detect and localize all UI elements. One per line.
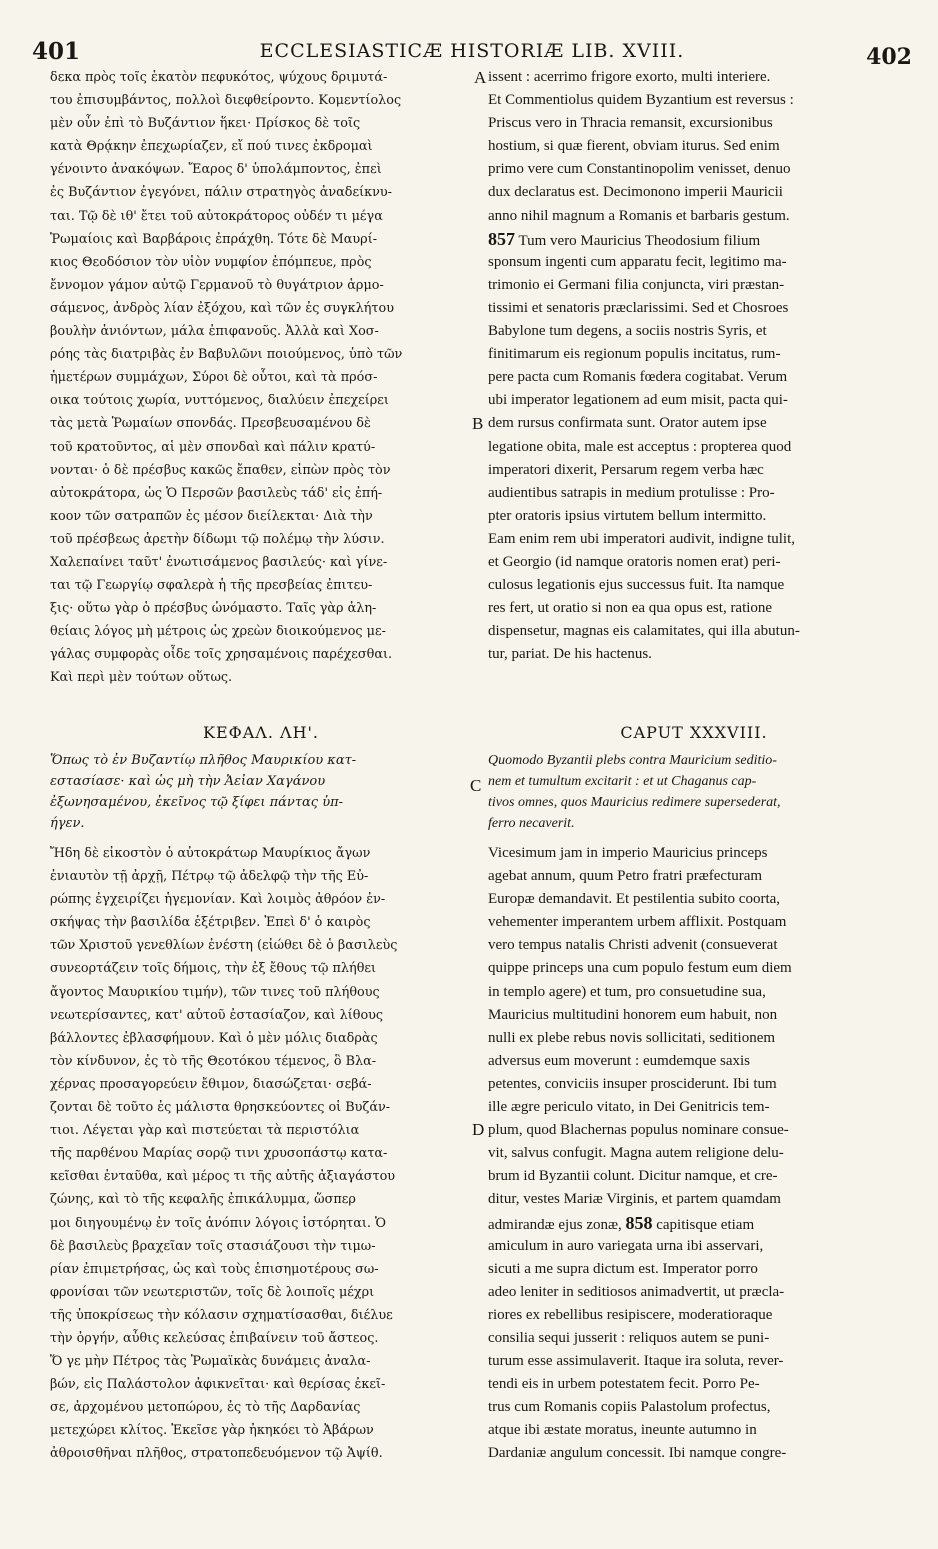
greek-text-line: Ῥωμαίοις καὶ Βαρβάροις ἐπράχθη. Τότε δὲ Μαυρί- — [50, 231, 378, 247]
latin-chapter-heading: CAPUT XXXVIII. — [620, 723, 768, 742]
latin-text-line: vero tempus natalis Christi advenit (consueverat — [488, 937, 778, 954]
page-number-left: 401 — [32, 38, 81, 65]
latin-text-line: trus cum Romanis copiis Palastolum profectus, — [488, 1399, 771, 1416]
latin-summary-line: ferro necaverit. — [488, 816, 575, 831]
greek-text-line: τῶν Χριστοῦ γενεθλίων ἐνέστη (εἰώθει δὲ ὁ βασιλεὺς — [50, 938, 398, 954]
latin-text-line: riores ex rebellibus resipiscere, moderatioraque — [488, 1306, 773, 1323]
greek-text-line: τὰς μετὰ Ῥωμαίων σπονδάς. Πρεσβευσαμένου δὲ — [50, 416, 371, 432]
greek-text-line: ζονται δὲ τοῦτο ἐς μάλιστα θρησκεύοντες οἱ Βυζάν- — [50, 1100, 391, 1116]
greek-text-line: ἄγοντος Μαυρικίου τιμήν), τῶν τινες τοῦ πλήθους — [50, 984, 380, 1000]
greek-chapter-summary — [50, 750, 472, 834]
greek-text-line: τῆς ὑποκρίσεως τὴν κόλασιν σχηματίσασθαι, διέλυε — [50, 1307, 393, 1323]
latin-text-line: atque ibi æstate moratus, ineunte autumno in — [488, 1422, 757, 1439]
greek-column-bottom — [50, 716, 472, 1536]
latin-summary-line: Quomodo Byzantii plebs contra Mauricium seditio- — [488, 753, 777, 768]
greek-text-line: μοι διηγουμένῳ ἐν τοῖς ἀνόπιν λόγοις ἱστόρηται. Ὁ — [50, 1215, 387, 1231]
latin-text-line: tur, pariat. De his hactenus. — [488, 646, 652, 663]
greek-text-line: του ἐπισυμβάντος, πολλοὶ διεφθείροντο. Κομεντίολος — [50, 93, 402, 109]
greek-column-top — [50, 66, 472, 706]
latin-text-line: audientibus satrapis in medium protulisse : Pro- — [488, 484, 775, 501]
latin-text-line: et Georgio (id namque oratoris nomen erat) peri- — [488, 553, 781, 570]
latin-text-line: Priscus vero in Thracia remansit, excursionibus — [488, 115, 773, 132]
latin-text-line: admirandæ ejus zonæ, 858 capitisque etiam — [488, 1212, 755, 1233]
latin-text-line: sponsum ingenti cum apparatu fecit, legitimo ma- — [488, 253, 787, 270]
greek-text-line: Ἤδη δὲ εἰκοστὸν ὁ αὐτοκράτωρ Μαυρίκιος ἄγων — [50, 846, 371, 861]
greek-text-line: βουλὴν ἀνιόντων, μάλα ἐπιφανοῦς. Ἀλλὰ καὶ Χοσ- — [50, 324, 379, 340]
latin-text-line: pter oratoris ipsius virtutem bellum intermitto. — [488, 507, 767, 524]
greek-summary-line: Ὅπως τὸ ἐν Βυζαντίῳ πλῆθος Μαυρικίου κατ- — [50, 753, 357, 768]
latin-text-line: amiculum in auro variegata urna ibi asservari, — [488, 1237, 764, 1254]
greek-text-line: αὐτοκράτορα, ὡς Ὁ Περσῶν βασιλεὺς τάδ' εἰς ἐπή- — [50, 485, 383, 501]
greek-text-line: ἐς Βυζάντιον ἐγεγόνει, πάλιν στρατηγὸς ἀναδείκνυ- — [50, 185, 392, 201]
greek-text-line: κοον τῶν σατραπῶν ἐς μέσον διείλεκται· Διὰ τὴν — [50, 508, 373, 524]
greek-text-line: σε, ἀρχομένου μετοπώρου, ἐς τὸ τῆς Δαρδανίας — [50, 1400, 361, 1416]
greek-text-line: οικα τούτοις χωρία, νυττόμενος, διαλύειν ἐπεχείρει — [50, 393, 389, 409]
greek-text-line: δεκα πρὸς τοῖς ἑκατὸν πεφυκότος, ψύχους δριμυτά- — [50, 70, 388, 85]
greek-text-line: μετεχώρει κλίτος. Ἐκεῖσε γὰρ ἠκηκόει τὸ Ἀβάρων — [50, 1423, 374, 1439]
greek-body-text — [50, 842, 472, 1466]
greek-text-line: βάλλοντες ἐβλασφήμουν. Καὶ ὁ μὲν μόλις διαδρὰς — [50, 1030, 378, 1046]
latin-text-line: vit, salvus confugit. Magna autem religione delu- — [488, 1145, 784, 1162]
greek-text-line: ρίαν ἐπιμετρήσας, ὡς καὶ τοὺς ἐπισημοτέρους σω- — [50, 1261, 379, 1277]
greek-chapter-heading: ΚΕΦΑΛ. ΛΗ'. — [202, 723, 320, 742]
margin-marker-b: B — [472, 414, 484, 433]
latin-text-line: primo vere cum Constantinopolim venisset, denuo — [488, 161, 791, 178]
latin-text-line — [488, 228, 900, 251]
latin-text-line: ditur, vestes Mariæ Virginis, et partem quamdam — [488, 1191, 781, 1208]
greek-text-line: τὸν κίνδυνον, ἐς τὸ τῆς Θεοτόκου τέμενος, ὃ Βλα- — [50, 1053, 377, 1069]
latin-summary-line: nem et tumultum excitarit : et ut Chaganus cap- — [488, 774, 757, 789]
greek-text-line: τῆς παρθένου Μαρίας σορῷ τινι χρυσοπάστῳ κατα- — [50, 1146, 388, 1162]
latin-text-line: culosus legationis ejus successus fuit. Ita namque — [488, 577, 785, 594]
latin-text-line: ubi imperator legationem ad eum misit, pacta qui- — [488, 392, 788, 409]
latin-text-line: imperatori dixerit, Persarum regem verba hæc — [488, 461, 764, 478]
latin-text-line: nulli ex plebe rebus novis sollicitati, seditionem — [488, 1029, 776, 1046]
greek-text-line: κατὰ Θρᾴκην ἐπεχωρίαζεν, εἴ πού τινες ἐκδρομαὶ — [50, 139, 373, 155]
greek-summary-line: εστασίασε· καὶ ὡς μὴ τὴν Ἀεἰαν Χαγάνου — [50, 774, 326, 789]
latin-text-line: sicuti a me supra dictum est. Imperator porro — [488, 1260, 758, 1277]
latin-text-line: adversus eum moverunt : eumdemque saxis — [488, 1052, 751, 1069]
greek-text-line: κιος Θεοδόσιον τὸν υἱὸν νυμφίον ἐπόμπευε, πρὸς — [50, 254, 372, 270]
greek-text-line: θείαις λόγος μὴ μέτροις ὡς χρεὼν διοικούμενος με- — [50, 624, 386, 640]
latin-text-line: Babylone tum degens, a sociis nostris Syris, et — [488, 323, 767, 340]
latin-text-line: dem rursus confirmata sunt. Orator autem ipse — [488, 415, 767, 432]
greek-text-line: κεῖσθαι ἐνταῦθα, καὶ μέρος τι τῆς αὐτῆς ἀξιαγάστου — [50, 1169, 396, 1185]
latin-text-line: agebat annum, quum Petro fratri præfecturam — [488, 868, 763, 885]
latin-text-line: in templo agere) et tum, pro consuetudine sua, — [488, 983, 766, 1000]
greek-text-line: ἐνιαυτὸν τῇ ἀρχῇ, Πέτρῳ τῷ ἀδελφῷ τὴν τῆς Εὐ- — [50, 869, 369, 885]
latin-text-line: petentes, conviciis insuper prosciderunt. Ibi tum — [488, 1075, 777, 1092]
greek-text-line: γάλας συμφορὰς οἶδε τοῖς χρησαμένοις παρέχεσθαι. — [50, 647, 393, 663]
latin-summary-line: tivos omnes, quos Mauricius redimere supersederat, — [488, 795, 781, 810]
latin-text-line: Eam enim rem ubi imperatori audivit, indigne tulit, — [488, 530, 796, 547]
greek-text-line: χέρνας προσαγορεύειν ἔθιμον, διασώζεται· σεβά- — [50, 1076, 372, 1092]
greek-text-line: τοῦ κρατοῦντος, αἱ μὲν σπονδαὶ καὶ πάλιν κρατύ- — [50, 439, 376, 455]
marginal-reference-number: 858 — [625, 1212, 653, 1233]
greek-text-line: ται. Τῷ δὲ ιθ' ἔτει τοῦ αὐτοκράτορος οὐδέν τι μέγα — [50, 208, 383, 224]
latin-text-line: dispensetur, magnas eis calamitates, qui illa abutun- — [488, 623, 800, 640]
greek-summary-line: ἐξωνησαμένου, ἐκεῖνος τῷ ξίφει πάντας ὑπ- — [50, 795, 344, 810]
latin-text-line: consilia sequi jusserit : reliquos autem se puni- — [488, 1329, 770, 1346]
greek-text-line: ἡμετέρων συμμάχων, Σύροι δὲ οὗτοι, καὶ τὰ πρόσ- — [50, 370, 378, 386]
greek-text-line: Ὅ γε μὴν Πέτρος τὰς Ῥωμαϊκὰς δυνάμεις ἀναλα- — [50, 1354, 371, 1370]
page-number-right: 402 — [866, 44, 912, 70]
latin-text-line: Dardaniæ angulum concessit. Ibi namque congre- — [488, 1445, 787, 1462]
latin-text-line: hostium, si quæ fierent, obviam iturus. Sed enim — [488, 138, 780, 155]
running-title: ECCLESIASTICÆ HISTORIÆ LIB. XVIII. — [259, 40, 685, 62]
latin-text-line: pere pacta cum Romanis fœdera cogitabat. Verum — [488, 369, 788, 386]
greek-text-line: ται τῷ Γεωργίῳ σφαλερὰ ἡ τῆς πρεσβείας ἐπιτευ- — [50, 578, 373, 594]
latin-text-line: tendi eis in urbem potestatem fecit. Porro Pe- — [488, 1376, 760, 1393]
margin-marker-a: A — [474, 68, 487, 87]
latin-text-line: Europæ demandavit. Et pestilentia subito coorta, — [488, 891, 781, 908]
latin-text-line: res fert, ut oratio si non ea qua opus est, ratione — [488, 600, 773, 617]
margin-marker-c: C — [470, 776, 482, 795]
greek-text-line: συνεορτάζειν τοῖς δήμοις, τὴν ἐξ ἔθους τῷ πλήθει — [50, 961, 377, 977]
latin-column-top — [488, 66, 900, 706]
greek-text-line: σκήψας τὴν βασιλίδα ἐξέτριβεν. Ἐπεὶ δ' ὁ καιρὸς — [50, 915, 371, 931]
greek-text-line: νονται· ὁ δὲ πρέσβυς κακῶς ἔπαθεν, εἰπὼν πρὸς τὸν — [50, 462, 391, 478]
latin-text-line: vehementer imperantem urbem afflixit. Postquam — [488, 914, 787, 931]
line-text: Tum vero Mauricius Theodosium filium — [515, 232, 761, 249]
latin-text-line: tissimi et senatoris præclarissimi. Sed et Chosroes — [488, 299, 789, 316]
greek-text-line: ρόης τὰς διατριβὰς ἐν Βαβυλῶνι ποιούμενος, ὑπὸ τῶν — [50, 347, 403, 363]
greek-text-line: ξις· οὕτω γὰρ ὁ πρέσβυς ὠνόμαστο. Ταῖς γὰρ ἀλη- — [50, 601, 377, 617]
latin-text-line: Mauricius multitudini honorem eum habuit, non — [488, 1006, 778, 1023]
latin-text-line: ille ægre periculo vitato, in Dei Genitricis tem- — [488, 1099, 770, 1116]
greek-text-line: σάμενος, ἀνδρὸς λίαν ἐξόχου, καὶ τῶν ἐς συγκλήτου — [50, 300, 394, 316]
latin-text-line: Vicesimum jam in imperio Mauricius princeps — [488, 845, 768, 861]
greek-text-line: ζώνης, καὶ τὸ τῆς κεφαλῆς ἐπικάλυμμα, ὥσπερ — [50, 1192, 356, 1208]
greek-text-line: τὴν ὀργήν, αὖθις κελεύσας ἐπιβαίνειν τοῦ ἄστεος. — [50, 1330, 379, 1346]
latin-text-line: plum, quod Blachernas populus nominare consue- — [488, 1122, 789, 1139]
page-header — [32, 38, 912, 68]
latin-text-line: legatione obita, male est acceptus : propterea quod — [488, 438, 792, 455]
greek-text-line: τοῦ πρέσβεως ἀρετὴν δίδωμι τῷ πολέμῳ τὴν λύσιν. — [50, 531, 385, 547]
greek-text-line: ἔννομον γάμον αὐτῷ Γερμανοῦ τὸ θυγάτριον ἁρμο- — [50, 277, 384, 293]
latin-text-line: adeo leniter in seditiosos animadvertit, ut præcla- — [488, 1283, 785, 1300]
greek-text-line: βών, εἰς Παλάστολον ἀφικνεῖται· καὶ θερίσας ἐκεῖ- — [50, 1377, 386, 1393]
latin-text-line: issent : acerrimo frigore exorto, multi interiere. — [488, 69, 771, 85]
latin-text-line: anno nihil magnum a Romanis et barbaris gestum. — [488, 207, 790, 224]
greek-text-line: ρώπης ἐγχειρίζει ἡγεμονίαν. Καὶ λοιμὸς ἀθρόον ἐν- — [50, 892, 386, 908]
latin-text-line: Et Commentiolus quidem Byzantium est reversus : — [488, 92, 794, 109]
greek-text-line: δὲ βασιλεὺς βραχεῖαν τοῖς στασιάζουσι τὴν τιμω- — [50, 1238, 376, 1254]
latin-text-line: brum id Byzantii colunt. Dicitur namque, et cre- — [488, 1168, 778, 1185]
greek-text-line: μὲν οὖν ἐπὶ τὸ Βυζάντιον ἥκει· Πρίσκος δὲ τοῖς — [50, 116, 361, 132]
latin-chapter-summary — [488, 750, 900, 834]
greek-text-line: τιοι. Λέγεται γὰρ καὶ πιστεύεται τὰ περιστόλια — [50, 1123, 360, 1139]
latin-text-line: dux declaratus est. Decimonono imperii Mauricii — [488, 184, 783, 201]
greek-summary-line: ήγεν. — [50, 816, 85, 831]
greek-text-line: φρονίσαι τῶν νεωτεριστῶν, τοῖς δὲ λοιποῖς μέχρι — [50, 1284, 375, 1300]
latin-column-bottom — [488, 716, 900, 1536]
greek-text-line: γένοιντο ἀνακόψων. Ἔαρος δ' ὑπολάμποντος, ἐπεὶ — [50, 162, 382, 178]
latin-text-line: quippe princeps una cum populo festum eum diem — [488, 960, 792, 977]
greek-text-line: Χαλεπαίνει ταῦτ' ἐνωτισάμενος βασιλεύς· καὶ γίνε- — [50, 554, 388, 570]
latin-text-line: turum esse assimulaverit. Itaque ira soluta, rever- — [488, 1353, 784, 1370]
margin-marker-d: D — [472, 1120, 485, 1139]
greek-text-line: Καὶ περὶ μὲν τούτων οὕτως. — [50, 670, 233, 686]
marginal-reference-number: 857 — [488, 228, 515, 249]
latin-text-line: trimonio ei Germani filia conjuncta, viri præstan- — [488, 276, 785, 293]
greek-text-line: νεωτερίσαντες, κατ' αὐτοῦ ἐστασίαζον, καὶ λίθους — [50, 1007, 384, 1023]
latin-body-text — [488, 842, 900, 1466]
greek-text-line: ἀθροισθῆναι πλῆθος, στρατοπεδευόμενον τῷ Ἀψίθ. — [50, 1446, 383, 1462]
latin-text-line: finitimarum eis regionum populis incitatus, rum- — [488, 346, 781, 363]
